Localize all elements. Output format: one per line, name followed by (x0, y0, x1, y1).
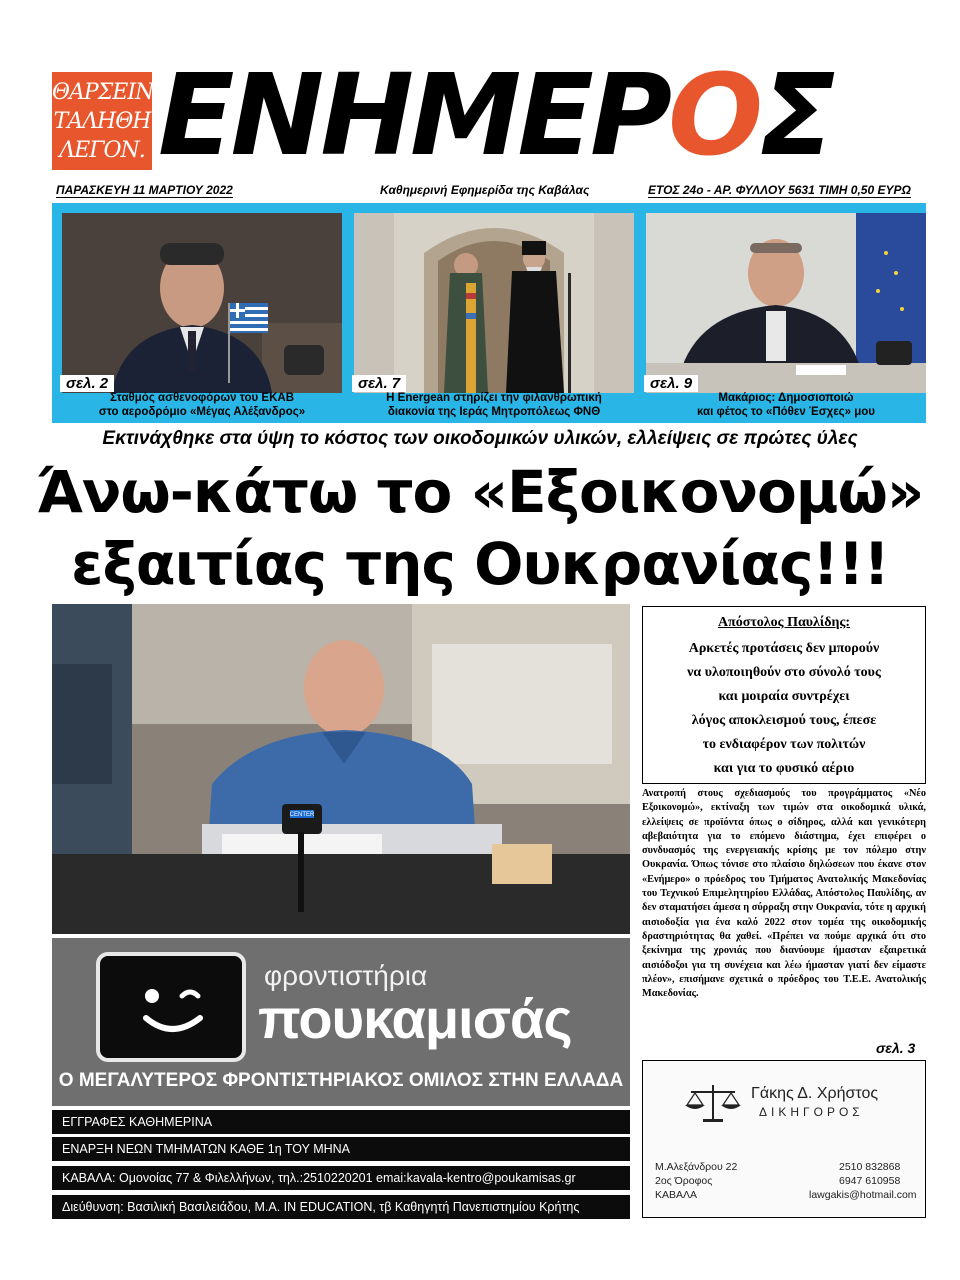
slogan-line: ΘΑΡΣΕΙΝ (52, 80, 154, 105)
quote-line: λόγος αποκλεισμού τους, έπεσε (691, 713, 877, 728)
story-caption-1[interactable] (62, 391, 342, 419)
caption-line: διακονία της Ιεράς Μητροπόλεως ΦΝΘ (387, 406, 601, 418)
lawyer-email[interactable]: lawgakis@hotmail.com (809, 1189, 917, 1201)
top-stories-strip (52, 203, 926, 423)
lawyer-business-card[interactable] (642, 1060, 926, 1218)
lawyer-address: Μ.Αλεξάνδρου 22 (655, 1161, 738, 1173)
mic-label: CENTER (289, 812, 315, 818)
newspaper-title (158, 51, 832, 181)
story-page-ref: σελ. 7 (352, 375, 406, 392)
quote-line: και για το φυσικό αέριο (713, 761, 855, 776)
energean-photo (354, 213, 634, 393)
caption-line: και φέτος το «Πόθεν Έσχες» μου (696, 406, 876, 418)
quote-text (643, 637, 925, 781)
main-headline-line-2[interactable]: εξαιτίας της Ουκρανίας!!! (71, 530, 889, 598)
tagline: Καθημερινή Εφημερίδα της Καβάλας (380, 183, 590, 197)
lawyer-title: ΔΙΚΗΓΟΡΟΣ (759, 1105, 864, 1119)
minister-photo (62, 213, 342, 393)
wink-logo-icon (96, 952, 246, 1062)
quote-line: Αρκετές προτάσεις δεν μπορούν (688, 641, 880, 656)
slogan-line: ΛΕΓΟΝ. (59, 138, 145, 163)
quote-line: να υλοποιηθούν στο σύνολό τους (687, 665, 881, 680)
title-main: ΕΝΗΜΕΡ (158, 51, 669, 181)
lawyer-phone[interactable]: 2510 832868 (839, 1161, 901, 1173)
ad-line-contact[interactable]: ΚΑΒΑΛΑ: Ομονοίας 77 & Φιλελλήνων, τηλ.:2510220201 emai:kavala-kentro@poukamisas.gr (52, 1166, 630, 1190)
story-photo-3[interactable] (646, 213, 926, 393)
issue-date: ΠΑΡΑΣΚΕΥΗ 11 ΜΑΡΤΙΟΥ 2022 (56, 183, 233, 197)
lawyer-mobile[interactable]: 6947 610958 (839, 1175, 901, 1187)
story-page-ref: σελ. 2 (60, 375, 114, 392)
story-photo-2[interactable] (354, 213, 634, 393)
pull-quote (642, 606, 926, 784)
story-page-ref: σελ. 9 (644, 375, 698, 392)
article-body: Ανατροπή στους σχεδιασμούς του προγράμματος «Νέο Εξοικονομώ», εκτίναξη των τιμών στα οικοδομικά υλικά, ελλείψεις σε προϊόντα όπως ο σίδηρος, αλλά και γενικότερη αβεβαιότητα για το επόμενο διάστημα, έχει επιφέρει ο συνδυασμός της ενεργειακής κρίσης με τον πόλεμο στην Ουκρανία. Όπως τόνισε στο πλαίσιο δηλώσεων που έκανε στον «Ενήμερο» ο πρόεδρος του Τμήματος Ανατολικής Μακεδονίας του Τεχνικού Επιμελητηρίου Ελλάδας, Απόστολος Παυλίδης, αν δεν σταματήσει άμεσα η σύρραξη στην Ουκρανία, τότε η αρχική αισιοδοξία για ένα καλό 2022 στον τομέα της οικοδομικής δραστηριότητας θα χαθεί. «Πρέπει να πούμε αρχικά ότι στο ξεκίνημα της χρονιάς που διανύουμε ήμασταν εξαιρετικά αισιόδοξοι για τη συνέχεια και λέω ήμασταν γιατί δεν είμαστε πλέον», επισήμανε σχετικά ο πρόεδρος του Τ.Ε.Ε. Ανατολικής Μακεδονίας. (642, 788, 926, 1000)
article-page-ref[interactable]: σελ. 3 (876, 1040, 916, 1056)
caption-line: Η Energean στηρίζει την φιλανθρωπική (386, 392, 602, 404)
ad-brand-subtitle: φροντιστήρια (264, 960, 428, 991)
ad-line-enrollment: ΕΓΓΡΑΦΕΣ ΚΑΘΗΜΕΡΙΝΑ (52, 1110, 630, 1134)
issue-info: ΕΤΟΣ 24ο - ΑΡ. ΦΥΛΛΟΥ 5631 ΤΙΜΗ 0,50 ΕΥΡΩ (648, 183, 911, 197)
story-caption-2[interactable] (354, 391, 634, 419)
ad-line-new-classes: ΕΝΑΡΞΗ ΝΕΩΝ ΤΜΗΜΑΤΩΝ ΚΑΘΕ 1η ΤΟΥ ΜΗΝΑ (52, 1137, 630, 1161)
lawyer-city: ΚΑΒΑΛΑ (655, 1189, 698, 1201)
masthead-slogan (52, 72, 152, 170)
quote-line: και μοιραία συντρέχει (718, 689, 850, 704)
slogan-line: ΤΑΛΗΘΗ (53, 109, 151, 134)
scales-of-justice-icon (683, 1081, 743, 1125)
makarios-photo (646, 213, 926, 393)
quote-line: το ενδιαφέρον των πολιτών (702, 737, 866, 752)
headline-kicker: Εκτινάχθηκε στα ύψη το κόστος των οικοδομικών υλικών, ελλείψεις σε πρώτες ύλες (102, 428, 858, 449)
story-caption-3[interactable] (646, 391, 926, 419)
frontistiria-ad[interactable] (52, 938, 630, 1106)
caption-line: Σταθμός ασθενοφόρων του ΕΚΑΒ (109, 392, 295, 404)
lawyer-floor: 2ος Όροφος (655, 1175, 713, 1187)
quote-speaker: Απόστολος Παυλίδης: (717, 615, 851, 630)
lawyer-name: Γάκης Δ. Χρήστος (751, 1085, 879, 1102)
caption-line: Μακάριος: Δημοσιοποιώ (718, 392, 854, 404)
ad-slogan: Ο ΜΕΓΑΛΥΤΕΡΟΣ ΦΡΟΝΤΙΣΤΗΡΙΑΚΟΣ ΟΜΙΛΟΣ ΣΤΗΝ ΕΛΛΑΔΑ (58, 1070, 624, 1091)
title-end: Σ (759, 51, 832, 181)
main-story-photo[interactable] (52, 604, 630, 934)
ad-brand-name: πουκαμισάς (258, 987, 572, 1050)
story-photo-1[interactable] (62, 213, 342, 393)
ad-line-director: Διεύθυνση: Βασιλική Βασιλειάδου, M.A. IN EDUCATION, τβ Καθηγητή Πανεπιστημίου Κρήτης (52, 1195, 630, 1219)
interview-photo (52, 604, 630, 934)
main-headline-line-1[interactable]: Άνω-κάτω το «Εξοικονομώ» (36, 458, 924, 526)
caption-line: στο αεροδρόμιο «Μέγας Αλέξανδρος» (98, 406, 306, 418)
title-accent: Ο (668, 51, 760, 181)
